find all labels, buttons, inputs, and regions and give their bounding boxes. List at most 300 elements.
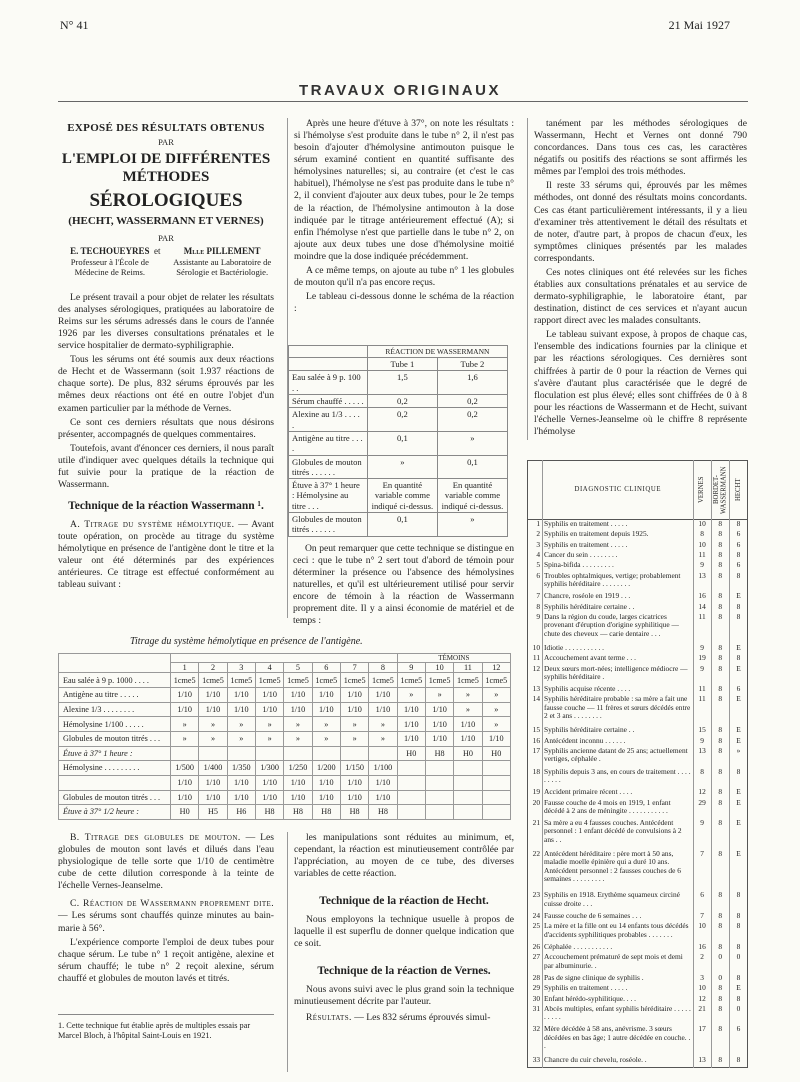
- diagnosis: Syphilis en 1918. Erythème squameux circiné cuisse droite . . .: [543, 891, 694, 912]
- case-number: 11: [528, 654, 543, 664]
- table-body: [59, 673, 511, 820]
- footnote: 1. Cette technique fut établie après de multiples essais par Marcel Bloch, à l'hôpital Saint-Louis en 1921.: [58, 1014, 274, 1042]
- cell: H0: [397, 746, 425, 761]
- case-number: 25: [528, 922, 543, 943]
- cell: [340, 746, 368, 761]
- hecht-value: E: [736, 591, 741, 601]
- hecht-value: 8: [736, 601, 741, 611]
- case-number: 22: [528, 850, 543, 891]
- tube-1-value: »: [367, 455, 437, 479]
- column-left: [58, 108, 274, 593]
- vernes-value: 19: [693, 654, 711, 664]
- table-row: [528, 768, 748, 789]
- row-label: Antigène au titre . . . . .: [59, 688, 171, 703]
- title-line-5: (HECHT, WASSERMANN ET VERNES): [68, 215, 264, 228]
- paragraph: tanément par les méthodes sérologiques de Wassermann, Hecht et Vernes ont donné 790 concordances. Dans tous ces cas, les caractères négatifs ou positifs des réactions se sont affirmés les mêmes par l'emploi des trois méthodes.: [534, 118, 747, 178]
- paragraph: Il reste 33 sérums qui, éprouvés par les mêmes méthodes, ont donné des résultats moins concordants. Ces cas étant particulièrement intéressants, il y a lieu d'examiner très attentivement le détail des résultats et de noter, d'autre part, à propos de chacun d'eux, les symptômes cliniques présentés par les malades correspondants.: [534, 180, 747, 264]
- paragraph: Tous les sérums ont été soumis aux deux réactions de Hecht et de Wassermann (soit 1.937 réactions de chaque sorte). De plus, 832 sérums éprouvés par les mêmes deux réactions ont été en outre l'objet d'un examen particulier par la méthode de Vernes.: [58, 354, 274, 414]
- tube-2-value: En quantité variable comme indiqué ci-dessus.: [437, 479, 507, 513]
- cell: H8: [255, 805, 283, 820]
- column-header: 3: [227, 663, 255, 673]
- cell: 1/10: [397, 717, 425, 732]
- cell: H8: [369, 805, 397, 820]
- case-number: 29: [528, 984, 543, 994]
- paragraph: A ce même temps, on ajoute au tube n° 1 les globules de mouton qu'il n'a pas encore reçus.: [294, 264, 514, 289]
- cell: 1cme5: [454, 673, 482, 688]
- author-1: [58, 246, 162, 278]
- vernes-value: 21: [693, 1005, 711, 1026]
- title-line-4: SÉROLOGIQUES: [89, 190, 243, 212]
- wassermann-value: 8: [711, 654, 729, 664]
- title-line-2: PAR: [158, 136, 174, 147]
- tube-2-value: 0,1: [437, 455, 507, 479]
- case-number: 20: [528, 799, 543, 820]
- diagnosis: Cancer du sein . . . . . . . .: [543, 551, 694, 561]
- cell: 1/10: [425, 717, 453, 732]
- cell: [312, 746, 340, 761]
- case-number: 9: [528, 613, 543, 644]
- cell: 1/10: [454, 732, 482, 747]
- cell: 1cme5: [397, 673, 425, 688]
- cell: »: [227, 717, 255, 732]
- diagnosis: Céphalée . . . . . . . . . . .: [543, 943, 694, 953]
- wassermann-value: 8: [711, 572, 729, 593]
- cell: 1/100: [369, 761, 397, 776]
- diagnosis: Fausse couche de 4 mois en 1919, 1 enfant décédé à 2 ans de méningite . . . . . . . . . . .: [543, 799, 694, 820]
- hecht-value: 8: [736, 993, 741, 1003]
- tube-2-value: 0,2: [437, 394, 507, 407]
- wassermann-value: 8: [711, 891, 729, 912]
- cell: 1/10: [340, 702, 368, 717]
- vernes-value: 9: [693, 644, 711, 654]
- diagnosis: Troubles ophtalmiques, vertige; probablement syphilis héréditaire . . . . . . . .: [543, 572, 694, 593]
- case-number: 3: [528, 541, 543, 551]
- cell: »: [312, 717, 340, 732]
- author-2: [170, 246, 274, 278]
- row-label: [59, 775, 171, 790]
- paragraph: Le tableau suivant expose, à propos de chaque cas, l'ensemble des indications fournies par la clinique et par les réactions sérologiques. Ces dernières sont chiffrées à partir de 0 pour la réaction de Vernes qui s'avère d'autant plus caractérisée que le degré de floculation est plus élevé; elles sont chiffrées de 0 à 8 pour les réactions de Wassermann et de Hecht, suivant l'échelle Vernes-Jeanselme où le chiffre 8 représente l'hémolyse: [534, 329, 747, 437]
- table-row: [528, 891, 748, 912]
- paragraph: [58, 898, 274, 934]
- cell: [454, 790, 482, 805]
- cell: 1/10: [255, 790, 283, 805]
- cell: »: [171, 732, 199, 747]
- table-row: [528, 850, 748, 891]
- case-number: 12: [528, 665, 543, 686]
- table-row: [528, 1005, 748, 1026]
- cell: 1/350: [227, 761, 255, 776]
- wassermann-value: 8: [711, 530, 729, 540]
- cell: »: [425, 688, 453, 703]
- hecht-value: 8: [736, 941, 741, 951]
- table-body: [528, 520, 748, 1068]
- row-label: Globules de mouton titrés . . .: [59, 790, 171, 805]
- cell: 1/10: [227, 790, 255, 805]
- row-label: Sérum chauffé . . . . .: [289, 394, 368, 407]
- case-number: 16: [528, 737, 543, 747]
- case-number: 23: [528, 891, 543, 912]
- row-label: Hémolysine 1/100 . . . . .: [59, 717, 171, 732]
- diagnosis: Antécédent inconnu . . . . . .: [543, 737, 694, 747]
- column-middle-bottom: [287, 832, 514, 1072]
- diagnosis: Syphilis en traitement . . . . .: [543, 541, 694, 551]
- case-number: 1: [528, 520, 543, 531]
- cell: 1/10: [227, 702, 255, 717]
- table-corner: [528, 461, 543, 520]
- hecht-value: E: [736, 642, 741, 652]
- table-row: [528, 654, 748, 664]
- cell: 1/10: [312, 702, 340, 717]
- cell: 1/10: [369, 688, 397, 703]
- case-number: 30: [528, 995, 543, 1005]
- wassermann-value: 8: [711, 592, 729, 602]
- cell: »: [255, 717, 283, 732]
- wassermann-value: 8: [711, 1005, 729, 1026]
- cell: »: [171, 717, 199, 732]
- cell: »: [482, 688, 510, 703]
- cell: [227, 746, 255, 761]
- case-number: 28: [528, 974, 543, 984]
- cell: 1/10: [425, 732, 453, 747]
- wassermann-scheme-table: [288, 345, 508, 537]
- cell: 1/200: [312, 761, 340, 776]
- paragraph: [58, 519, 274, 591]
- paragraph-lead: Résultats.: [306, 1011, 352, 1023]
- paragraph: Le présent travail a pour objet de relater les résultats des analyses sérologiques, pratiquées au laboratoire de Reims sur les sérums adressés dans le cours de l'année 1926 par les diverses consultations prénatales et le service hospitalier de dermato-syphiligraphie.: [58, 291, 274, 352]
- table-row: [528, 665, 748, 686]
- paragraph: Ces notes cliniques ont été relevées sur les fiches établies aux consultations prénatales et au service de dermato-syphiligraphie, le laboratoire étant, par destination, distinct de ces services et n'ayant aucun rapport direct avec les malades consultants.: [534, 266, 747, 327]
- hecht-value: 6: [736, 539, 741, 549]
- case-number: 33: [528, 1056, 543, 1067]
- cell: 1/300: [255, 761, 283, 776]
- paragraph: Nous employons la technique usuelle à propos de laquelle il est superflu de donner quelque indication que ce soit.: [294, 913, 514, 949]
- diagnosis: Syphilis depuis 3 ans, en cours de traitement . . . . . . . . .: [543, 768, 694, 789]
- cell: »: [199, 717, 227, 732]
- table-row: [289, 408, 508, 432]
- cell: H0: [482, 746, 510, 761]
- diagnosis: Syphilis héréditaire certaine . .: [543, 603, 694, 613]
- cell: 1cme5: [227, 673, 255, 688]
- paragraph-lead: A. Titrage du système hémolytique.: [70, 518, 235, 530]
- cell: 1/10: [454, 717, 482, 732]
- table-row: [59, 761, 511, 776]
- cell: »: [369, 717, 397, 732]
- column-middle-continued: [293, 543, 514, 630]
- case-number: 8: [528, 603, 543, 613]
- row-label: Globules de mouton titrés . . .: [59, 732, 171, 747]
- wassermann-value: 8: [711, 922, 729, 943]
- table-row: [289, 455, 508, 479]
- vernes-value: 16: [693, 943, 711, 953]
- cell: 1/10: [340, 688, 368, 703]
- hemolytic-titration-table: [58, 653, 511, 820]
- table-body: [289, 371, 508, 536]
- table-row: [289, 371, 508, 395]
- table-row: [528, 953, 748, 974]
- wassermann-value: 8: [711, 561, 729, 571]
- column-header: 6: [312, 663, 340, 673]
- table-row: [528, 984, 748, 994]
- diagnosis-header: DIAGNOSTIC CLINIQUE: [543, 461, 694, 520]
- cell: [454, 805, 482, 820]
- hecht-value: 8: [736, 921, 741, 931]
- paragraph: Toutefois, avant d'énoncer ces derniers, il nous paraît utile d'indiquer avec quelques détails la technique qui fut suivie pour la pratique de la réaction de Wassermann.: [58, 442, 274, 490]
- vernes-value: 8: [693, 768, 711, 789]
- case-number: 31: [528, 1005, 543, 1026]
- table-row: [59, 688, 511, 703]
- cell: [171, 746, 199, 761]
- vernes-value: 10: [693, 520, 711, 531]
- table-row: [289, 513, 508, 537]
- author-block: [58, 246, 274, 278]
- section-heading: Technique de la réaction Wassermann ¹.: [68, 500, 264, 513]
- column-header: 5: [284, 663, 312, 673]
- table-row: [528, 922, 748, 943]
- diagnosis: Enfant hérédo-syphilitique. . . .: [543, 995, 694, 1005]
- table-corner: [289, 346, 368, 358]
- paragraph-text: — Les 832 sérums éprouvés simul-: [351, 1011, 491, 1023]
- table-row: [528, 572, 748, 593]
- row-label: Étuve à 37° 1/2 heure :: [59, 805, 171, 820]
- wassermann-header: BORDET-WASSERMANN: [712, 466, 728, 514]
- hecht-value: 8: [736, 766, 741, 776]
- title-line-3: L'EMPLOI DE DIFFÉRENTES MÉTHODES: [61, 150, 271, 186]
- hecht-value: E: [736, 694, 741, 704]
- tube-1-value: 0,1: [367, 431, 437, 455]
- diagnosis: Deux sœurs mort-nées; intelligence médiocre — syphilis héréditaire .: [543, 665, 694, 686]
- table-row: [289, 479, 508, 513]
- spacer: [171, 654, 398, 663]
- vernes-value: 29: [693, 799, 711, 820]
- hecht-value: E: [736, 735, 741, 745]
- tube-1-value: 1,5: [367, 371, 437, 395]
- cell: »: [312, 732, 340, 747]
- hecht-value: 8: [736, 570, 741, 580]
- cell: 1/10: [284, 688, 312, 703]
- cell: [482, 805, 510, 820]
- case-number: 13: [528, 685, 543, 695]
- vernes-value: 17: [693, 1025, 711, 1056]
- case-number: 24: [528, 912, 543, 922]
- vernes-value: 3: [693, 974, 711, 984]
- diagnosis: Syphilis héréditaire certaine . .: [543, 726, 694, 736]
- table-row: [59, 775, 511, 790]
- row-label: Globules de mouton titrés . . . . . .: [289, 513, 368, 537]
- table-row: [528, 1025, 748, 1056]
- diagnosis: Dans la région du coude, larges cicatrices provenant d'éruption d'origine syphilitique — chute des cheveux — carie dentaire . . .: [543, 613, 694, 644]
- wassermann-value: 8: [711, 613, 729, 644]
- cell: »: [454, 688, 482, 703]
- table-row: [59, 746, 511, 761]
- vernes-value: 11: [693, 613, 711, 644]
- cell: 1/10: [369, 702, 397, 717]
- diagnosis: Antécédent héréditaire : père mort à 50 ans, maladie moelle épinière qui a duré 10 ans. Antécédent personnel : 2 fausses couches de 6 semaines . . . . . . . . .: [543, 850, 694, 891]
- vernes-value: 16: [693, 592, 711, 602]
- wassermann-value: 8: [711, 726, 729, 736]
- hecht-value: 8: [736, 611, 741, 621]
- hecht-value: 6: [736, 684, 741, 694]
- diagnosis: Mère décédée à 58 ans, anévrisme. 3 sœurs décédées en bas âge; 1 autre décédée en couche. . .: [543, 1025, 694, 1056]
- hecht-value: 8: [736, 972, 741, 982]
- wassermann-value: 8: [711, 737, 729, 747]
- cell: 1cme5: [369, 673, 397, 688]
- cell: 1/10: [340, 790, 368, 805]
- diagnosis: Syphilis en traitement . . . . .: [543, 520, 694, 531]
- cell: »: [454, 702, 482, 717]
- vernes-value: 11: [693, 695, 711, 726]
- vernes-value: 13: [693, 572, 711, 593]
- paragraph: les manipulations sont réduites au minimum, et, cependant, la réaction est minutieusement contrôlée par l'appréciation, au moyen de ce tube, des diverses variables de cette réaction.: [294, 832, 514, 880]
- diagnosis: Accouchement avant terme . . .: [543, 654, 694, 664]
- column-header: 1: [171, 663, 199, 673]
- case-number: 19: [528, 788, 543, 798]
- column-header: 9: [397, 663, 425, 673]
- title-line-6: PAR: [158, 233, 174, 244]
- vernes-value: 9: [693, 819, 711, 850]
- cell: H0: [454, 746, 482, 761]
- cell: 1/10: [255, 775, 283, 790]
- table-row: [59, 732, 511, 747]
- row-label: Globules de mouton titrés . . . . . .: [289, 455, 368, 479]
- tube-1-value: En quantité variable comme indiqué ci-dessus.: [367, 479, 437, 513]
- tube-1-value: 0,2: [367, 394, 437, 407]
- cell: 1cme5: [199, 673, 227, 688]
- article-title: [58, 122, 274, 244]
- cell: 1cme5: [284, 673, 312, 688]
- table-row: [528, 819, 748, 850]
- cell: »: [284, 717, 312, 732]
- cell: 1cme5: [171, 673, 199, 688]
- case-number: 14: [528, 695, 543, 726]
- wassermann-value: 8: [711, 943, 729, 953]
- table-caption: Titrage du système hémolytique en présence de l'antigène.: [130, 636, 363, 647]
- wassermann-value: 0: [711, 974, 729, 984]
- cell: [199, 746, 227, 761]
- column-left-bottom: [58, 832, 274, 987]
- diagnosis: Spina-bifida . . . . . . . . .: [543, 561, 694, 571]
- cell: [425, 761, 453, 776]
- diagnosis: Idiotie . . . . . . . . . . .: [543, 644, 694, 654]
- cell: 1/10: [284, 775, 312, 790]
- hecht-value: E: [736, 818, 741, 828]
- cell: 1cme5: [255, 673, 283, 688]
- cell: [397, 790, 425, 805]
- cell: [255, 746, 283, 761]
- vernes-value: 10: [693, 922, 711, 943]
- case-number: 5: [528, 561, 543, 571]
- cell: 1/500: [171, 761, 199, 776]
- cell: [284, 746, 312, 761]
- vernes-value: 11: [693, 685, 711, 695]
- vernes-value: 13: [693, 747, 711, 768]
- hecht-value: 8: [736, 653, 741, 663]
- temoins-header: TÉMOINS: [397, 654, 510, 663]
- diagnosis: Pas de signe clinique de syphilis .: [543, 974, 694, 984]
- cell: »: [284, 732, 312, 747]
- vernes-value: 9: [693, 561, 711, 571]
- paragraph-lead: C. Réaction de Wassermann proprement dite.: [70, 898, 274, 910]
- diagnosis: La mère et la fille ont eu 14 enfants tous décédés d'accidents syphilitiques probables . . . . . . .: [543, 922, 694, 943]
- cell: »: [397, 688, 425, 703]
- cell: 1/10: [425, 702, 453, 717]
- cell: 1/10: [255, 702, 283, 717]
- cell: »: [340, 717, 368, 732]
- cell: H8: [312, 805, 340, 820]
- cell: 1/10: [482, 732, 510, 747]
- vernes-value: 14: [693, 603, 711, 613]
- hecht-value: 8: [736, 1055, 741, 1065]
- paragraph: Ce sont ces derniers résultats que nous désirons présenter, accompagnés de quelques commentaires.: [58, 416, 274, 440]
- vernes-value: 6: [693, 891, 711, 912]
- title-line-1: EXPOSÉ DES RÉSULTATS OBTENUS: [67, 122, 265, 134]
- table-row: [59, 717, 511, 732]
- cell: [425, 775, 453, 790]
- hecht-value: E: [736, 797, 741, 807]
- vernes-header: VERNES: [698, 476, 706, 504]
- hecht-value: E: [736, 983, 741, 993]
- diagnosis: Fausse couche de 6 semaines . . .: [543, 912, 694, 922]
- case-number: 4: [528, 551, 543, 561]
- cell: »: [482, 717, 510, 732]
- cell: 1cme5: [482, 673, 510, 688]
- cell: H8: [340, 805, 368, 820]
- cell: H5: [199, 805, 227, 820]
- table-row: [289, 431, 508, 455]
- vernes-value: 8: [693, 530, 711, 540]
- cell: 1/10: [369, 790, 397, 805]
- issue-date: 21 Mai 1927: [668, 18, 730, 32]
- cell: 1/10: [312, 775, 340, 790]
- row-label: Étuve à 37° 1 heure :: [59, 746, 171, 761]
- table-corner: [289, 358, 368, 371]
- table-row: [528, 695, 748, 726]
- cell: 1/10: [312, 688, 340, 703]
- tube-2-value: 1,6: [437, 371, 507, 395]
- paragraph: L'expérience comporte l'emploi de deux tubes pour chaque sérum. Le tube n° 1 reçoit antigène, alexine et sérum chauffé; le tube n° 2 reçoit alexine, sérum chauffé et globules de mouton lavés et titrés.: [58, 936, 274, 984]
- wassermann-value: 8: [711, 685, 729, 695]
- tube-2-value: »: [437, 513, 507, 537]
- cell: [425, 790, 453, 805]
- cell: 1/10: [171, 790, 199, 805]
- case-number: 32: [528, 1025, 543, 1056]
- wassermann-value: 8: [711, 912, 729, 922]
- hecht-value: E: [736, 787, 741, 797]
- table-row: [289, 394, 508, 407]
- hecht-value: 8: [736, 519, 741, 528]
- row-label: Eau salée à 9 p. 100 . .: [289, 371, 368, 395]
- case-number: 2: [528, 530, 543, 540]
- vernes-value: 7: [693, 850, 711, 891]
- case-number: 27: [528, 953, 543, 974]
- vernes-value: 10: [693, 984, 711, 994]
- section-heading: Technique de la réaction de Hecht.: [319, 895, 489, 908]
- wassermann-value: 8: [711, 819, 729, 850]
- cell: 1/10: [171, 702, 199, 717]
- cell: [482, 790, 510, 805]
- wassermann-value: 8: [711, 788, 729, 798]
- cell: 1/10: [255, 688, 283, 703]
- paragraph: [294, 1012, 514, 1024]
- paragraph: On peut remarquer que cette technique se distingue en ceci : que le tube n° 2 sert tout d'abord de témoin pour déterminer la présence ou l'absence des hémolysines naturelles, et qu'il est ultérieurement utilisé pour servir encore de témoin à la réaction de Wassermann proprement dite. Il y a ainsi économie de matériel et de temps :: [293, 543, 514, 627]
- case-number: 18: [528, 768, 543, 789]
- header-rule: [58, 101, 748, 102]
- column-header: Tube 2: [437, 358, 507, 371]
- cell: H6: [227, 805, 255, 820]
- vernes-value: 12: [693, 995, 711, 1005]
- cell: 1/250: [284, 761, 312, 776]
- tube-2-value: »: [437, 431, 507, 455]
- paragraph: Après une heure d'étuve à 37°, on note les résultats : si l'hémolyse s'est produite dans le tube n° 2, il n'est pas besoin d'ajouter d'hémolysine antimouton puisque le sérum examiné contient en quantité suffisante des hémolysines naturelles; si, au contraire (et c'est le cas habituel), l'hémolyse ne s'est pas produite dans le tube n° 2, il convient d'ajouter aux deux tubes, pour le 2e temps de la réaction, de l'hémolysine antimouton à la dose indiquée par le titrage antérieurement effectué (A); si enfin l'hémolyse n'est que partielle dans le tube n° 2, on ajoute aux deux tubes une dose d'hémolysine moitié moindre que la dose indiquée précédemment.: [294, 118, 514, 262]
